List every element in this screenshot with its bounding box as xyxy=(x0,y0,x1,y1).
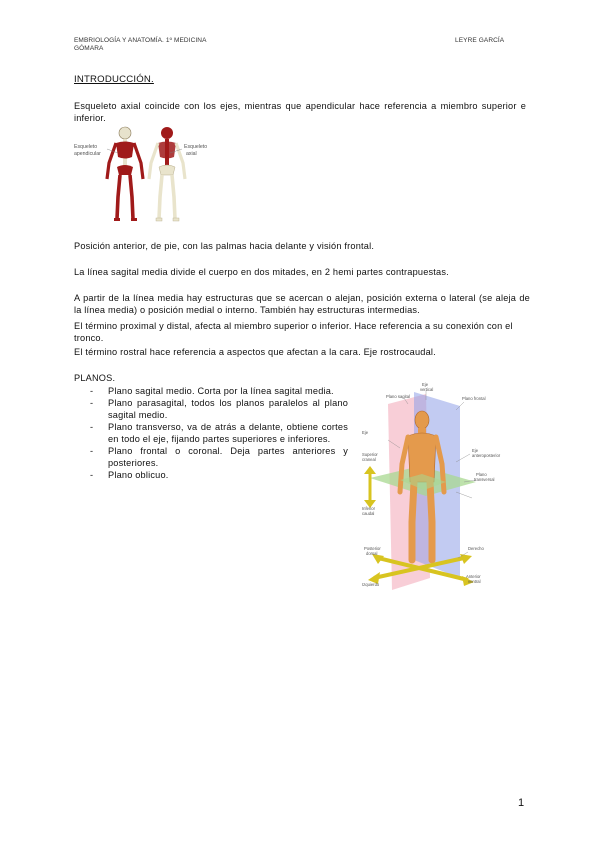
planes-title: PLANOS. xyxy=(74,373,116,383)
label-left: Izquierdo xyxy=(362,582,380,587)
label-frontal-plane: Plano frontal xyxy=(462,396,486,401)
label-ventral: ventral xyxy=(468,579,481,584)
label-craneal: craneal xyxy=(362,457,376,462)
page-number: 1 xyxy=(518,797,525,809)
section-title: INTRODUCCIÓN. xyxy=(74,74,154,85)
label-axial-2: axial xyxy=(186,151,197,157)
list-item: - Plano frontal o coronal. Deja partes anteriores y posteriores. xyxy=(90,445,348,469)
label-transverse-1: Plano xyxy=(476,472,487,477)
paragraph-skeleton: Esqueleto axial coincide con los ejes, mientras que apendicular hace referencia a miembro superior e inferior. xyxy=(74,101,526,123)
list-item: - Plano oblicuo. xyxy=(90,469,348,481)
planes-list xyxy=(90,385,348,481)
label-sagittal-plane: Plano sagital xyxy=(386,394,410,399)
label-anterior: Anterior xyxy=(466,574,481,579)
body-planes-figure xyxy=(360,382,501,594)
label-axial-1: Esqueleto xyxy=(184,144,208,150)
label-transverse-2: transversal xyxy=(474,477,495,482)
label-anteroposterior: anteroposterior xyxy=(472,453,501,458)
header-author-surname: GÓMARA xyxy=(74,45,104,52)
skeleton-figure xyxy=(74,123,212,225)
label-eje: Eje xyxy=(362,430,369,435)
label-superior: Superior xyxy=(362,452,378,457)
label-eje-ant: Eje xyxy=(472,448,479,453)
label-appendicular-1: Esqueleto xyxy=(74,144,98,150)
label-appendicular-2: apendicular xyxy=(74,151,101,157)
paragraph-rostral: El término rostral hace referencia a aspectos que afectan a la cara. Eje rostrocaudal. xyxy=(74,347,436,357)
label-axis-top: Eje xyxy=(422,382,429,387)
list-item: - Plano parasagital, todos los planos paralelos al plano sagital medio. xyxy=(90,397,348,421)
paragraph-sagittal-line: La línea sagital media divide el cuerpo en dos mitades, en 2 hemi partes contrapuestas. xyxy=(74,267,449,277)
label-posterior: Posterior xyxy=(364,546,381,551)
paragraph-anatomical-position: Posición anterior, de pie, con las palmas hacia delante y visión frontal. xyxy=(74,241,375,251)
label-inferior: Inferior xyxy=(362,506,376,511)
header-course: EMBRIOLOGÍA Y ANATOMÍA. 1º MEDICINA xyxy=(74,37,207,44)
label-right: Derecho xyxy=(468,546,484,551)
label-axis-top2: vertical xyxy=(420,387,434,392)
list-item: - Plano sagital medio. Corta por la línea sagital media. xyxy=(90,385,348,397)
list-item: - Plano transverso, va de atrás a delante, obtiene cortes en todo el eje, fijando partes superiores e inferiores. xyxy=(90,421,348,445)
header-author: LEYRE GARCÍA xyxy=(455,37,505,44)
paragraph-proximal-distal: El término proximal y distal, afecta al miembro superior o inferior. Hace referencia a su conexión con el tronco. xyxy=(74,321,513,343)
paragraph-medial-lateral: A partir de la línea media hay estructuras que se acercan o alejan, posición externa o lateral (se aleja de la línea media) o posición medial o interno. También hay estructuras intermedias. xyxy=(74,293,530,315)
label-caudal: caudal xyxy=(362,511,375,516)
label-dorsal: dorsal xyxy=(366,551,378,556)
